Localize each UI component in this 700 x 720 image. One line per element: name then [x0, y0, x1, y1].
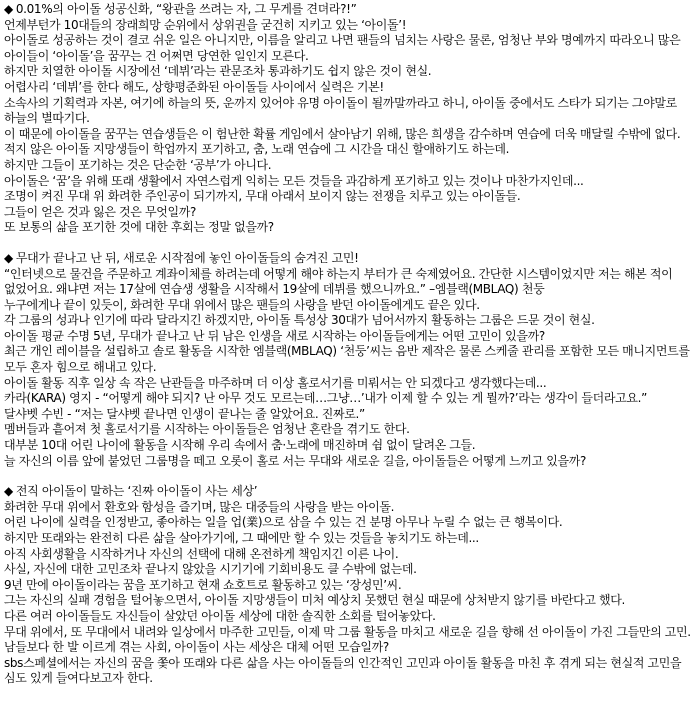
paragraph: 하지만 그들이 포기하는 것은 단순한 ‘공부’가 아니다.	[4, 157, 272, 172]
paragraph: 아이돌은 ‘꿈’을 위해 또래 생활에서 자연스럽게 익히는 모든 것들을 과감하게 포기하고 있는 것이나 마찬가지인데...	[4, 173, 584, 188]
paragraph: 남들보다 한 발 이르게 겪는 사회, 아이돌이 사는 세상은 대체 어떤 모습일까?	[4, 640, 389, 655]
paragraph: 무대 위에서, 또 무대에서 내려와 일상에서 마주한 고민들, 이제 막 그룹 활동을 마치고 새로운 길을 향해 선 아이돌이 가진 그들만의 고민.	[4, 624, 691, 639]
paragraph: 소속사의 기획력과 자본, 여기에 하늘의 뜻, 운까지 있어야 유명 아이돌이 될까말까라고 하니, 아이돌 중에서도 스타가 되기는 그야말로 하늘의 별따기다.	[4, 95, 677, 126]
paragraph: 또 보통의 삶을 포기한 것에 대한 후회는 정말 없을까?	[4, 220, 274, 235]
paragraph: sbs스페셜에서는 자신의 꿈을 쫓아 또래와 다른 삶을 사는 아이돌들의 인간적인 고민과 아이돌 활동을 마친 후 겪게 되는 현실적 고민을 심도 있게 들여다보고자 한다.	[4, 655, 682, 686]
section-heading: ◆ 0.01%의 아이돌 성공신화, “왕관을 쓰려는 자, 그 무게를 견뎌라?!”	[4, 2, 694, 18]
paragraph: 대부분 10대 어린 나이에 활동을 시작해 우리 속에서 춤·노래에 매진하며 쉼 없이 달려온 그들.	[4, 438, 476, 453]
paragraph: 그는 자신의 실패 경험을 털어놓으면서, 아이돌 지망생들이 미처 예상치 못했던 현실 때문에 상처받지 않기를 바란다고 했다.	[4, 593, 626, 608]
paragraph: 다른 여러 아이돌들도 자신들이 살았던 아이돌 세상에 대한 솔직한 소회를 털어놓았다.	[4, 608, 436, 623]
section-real-idol-world	[4, 484, 694, 687]
paragraph: 언제부턴가 10대들의 장래희망 순위에서 상위권을 굳건히 지키고 있는 ‘아이돌’!	[4, 17, 407, 32]
paragraph: 9년 만에 아이돌이라는 꿈을 포기하고 현재 쇼호트로 활동하고 있는 ‘장성민’씨.	[4, 577, 402, 592]
paragraph: 그들이 얻은 것과 잃은 것은 무엇일까?	[4, 204, 196, 219]
paragraph: 달샤벳 수빈 - “저는 달샤벳 끝나면 인생이 끝나는 줄 알았어요. 진짜로.”	[4, 406, 365, 421]
paragraph: 어렵사리 ‘데뷔’를 한다 해도, 상향평준화된 아이돌들 사이에서 실력은 기본!	[4, 79, 384, 94]
paragraph: “인터넷으로 물건을 주문하고 계좌이체를 하려는데 어떻게 해야 하는지 부터가 큰 숙제였어요. 간단한 시스템이었지만 저는 해본 적이 없었어요. 왜냐면 저는 17살에 연습생 생활을 시작해서 19살에 데뷔를 했으니까요.” –엠블랙(MBLAQ) 천둥	[4, 266, 673, 297]
paragraph: 적지 않은 아이돌 지망생들이 학업까지 포기하고, 춤, 노래 연습에 그 시간을 대신 할애하기도 하는데.	[4, 142, 510, 157]
paragraph: 아이돌로 성공하는 것이 결코 쉬운 일은 아니지만, 이름을 알리고 나면 팬들의 넘치는 사랑은 물론, 엄청난 부와 명예까지 따라오니 많은 아이들이 ‘아이돌’을 꿈꾸는 건 어쩌면 당연한 일인지 모른다.	[4, 33, 681, 63]
paragraph: 늘 자신의 이름 앞에 붙었던 그룹명을 떼고 오롯이 홀로 서는 무대와 새로운 길을, 아이돌들은 어떻게 느끼고 있을까?	[4, 453, 587, 468]
section-after-stage	[4, 251, 694, 469]
section-heading: ◆ 무대가 끝나고 난 뒤, 새로운 시작점에 놓인 아이돌들의 숨겨진 고민!	[4, 251, 694, 267]
paragraph: 화려한 무대 위에서 환호와 함성을 즐기며, 많은 대중들의 사랑을 받는 아이돌.	[4, 499, 395, 514]
paragraph: 각 그룹의 성과나 인기에 따라 달라지긴 하겠지만, 아이돌 특성상 30대가 넘어서까지 활동하는 그룹은 드문 것이 현실.	[4, 313, 595, 328]
paragraph: 멤버들과 흩어져 첫 홀로서기를 시작하는 아이돌들은 엄청난 혼란을 겪기도 한다.	[4, 422, 410, 437]
paragraph: 최근 개인 레이블을 설립하고 솔로 활동을 시작한 엠블랙(MBLAQ) ‘천둥’씨는 음반 제작은 물론 스케줄 관리를 포함한 모든 매니지먼트를 모두 혼자 힘으로 해내고 있다.	[4, 344, 690, 375]
paragraph: 아직 사회생활을 시작하거나 자신의 선택에 대해 온전하게 책임지긴 이른 나이.	[4, 546, 399, 561]
paragraph: 사실, 자신에 대한 고민조차 끝나지 않았을 시기기에 기회비용도 클 수밖에 없는데.	[4, 562, 417, 577]
paragraph: 하지만 또래와는 완전히 다른 삶을 살아가기에, 그 때에만 할 수 있는 것들을 놓치기도 하는데...	[4, 531, 479, 545]
paragraph: 카라(KARA) 영지 - “어떻게 해야 되지? 난 아무 것도 모르는데…그냥…’내가 이제 할 수 있는 게 뭘까?’라는 생각이 들더라고요.”	[4, 391, 647, 406]
paragraph: 어린 나이에 실력을 인정받고, 좋아하는 일을 업(業)으로 삼을 수 있는 건 분명 아무나 누릴 수 없는 큰 행복이다.	[4, 515, 563, 530]
paragraph: 누구에게나 끝이 있듯이, 화려한 무대 위에서 많은 팬들의 사랑을 받던 아이돌에게도 끝은 있다.	[4, 297, 480, 312]
paragraph: 아이돌 평균 수명 5년, 무대가 끝나고 난 뒤 남은 인생을 새로 시작하는 아이돌들에게는 어떤 고민이 있을까?	[4, 328, 545, 343]
section-heading: ◆ 전직 아이돌이 말하는 ‘진짜 아이돌이 사는 세상’	[4, 484, 694, 500]
section-idol-success	[4, 2, 694, 236]
paragraph: 이 때문에 아이돌을 꿈꾸는 연습생들은 이 험난한 확률 게임에서 살아남기 위해, 많은 희생을 감수하며 연습에 더욱 매달릴 수밖에 없다.	[4, 126, 681, 141]
paragraph: 조명이 켜진 무대 위 화려한 주인공이 되기까지, 무대 아래서 보이지 않는 전쟁을 치루고 있는 아이돌들.	[4, 189, 521, 204]
paragraph: 아이돌 활동 직후 일상 속 작은 난관들을 마주하며 더 이상 홀로서기를 미뤄서는 안 되겠다고 생각했다는데...	[4, 375, 547, 390]
paragraph: 하지만 치열한 아이돌 시장에선 ‘데뷔’라는 관문조차 통과하기도 쉽지 않은 것이 현실.	[4, 64, 432, 79]
